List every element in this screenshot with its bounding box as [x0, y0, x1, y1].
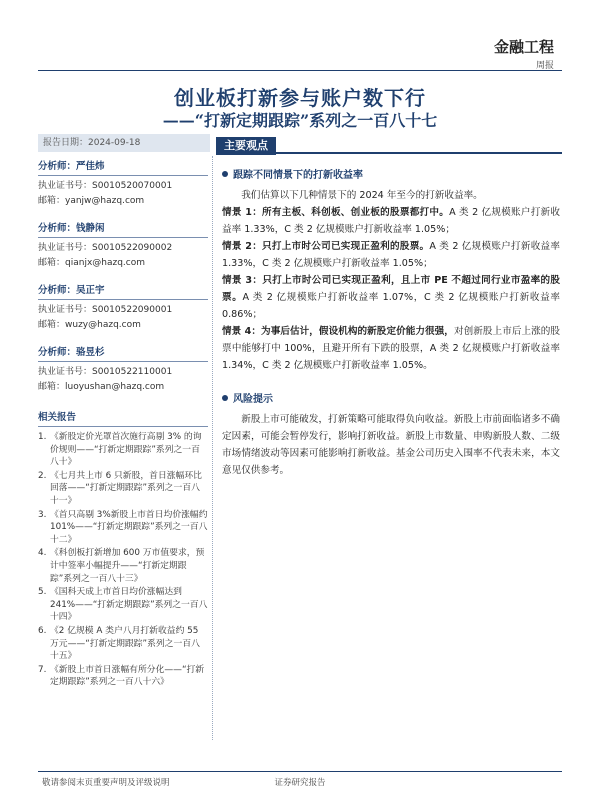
- section-intro: 我们估算以下几种情景下的 2024 年至今的打新收益率。: [241, 190, 483, 201]
- related-report-item[interactable]: 2. 《七月共上市 6 只新股，首日涨幅环比回落——“打新定期跟踪”系列之一百八十一》: [38, 470, 202, 506]
- section-bullet-icon: [222, 395, 228, 401]
- scenario-3: 情景 3：只打上市时公司已实现正盈利，且上市 PE 不超过同行业市盈率的股票。A 类 2 亿规模账户打新收益率 1.07%，C 类 2 亿规模账户打新收益率 0.86%；: [222, 275, 561, 320]
- analyst-cert: 执业证书号：S0010522090002: [38, 243, 173, 253]
- section-tracking-title: 跟踪不同情景下的打新收益率: [233, 170, 363, 181]
- analyst-name: 分析师：吴正宇: [38, 280, 208, 300]
- analyst-card: [38, 156, 208, 209]
- analyst-card: [38, 342, 208, 395]
- analyst-cert: 执业证书号：S0010522110001: [38, 367, 173, 377]
- analyst-name: 分析师：钱静闲: [38, 218, 208, 238]
- report-date: 报告日期：2024-09-18: [38, 134, 210, 152]
- footer-disclaimer: 敬请参阅末页重要声明及评级说明: [42, 778, 170, 788]
- analyst-email[interactable]: 邮箱：yanjw@hazq.com: [38, 196, 145, 206]
- main-content: [222, 166, 560, 479]
- section-bullet-icon: [222, 171, 228, 177]
- column-divider: [212, 156, 213, 740]
- analyst-card: [38, 280, 208, 333]
- analyst-name: 分析师：严佳炜: [38, 156, 208, 176]
- report-title: 创业板打新参与账户数下行: [174, 86, 426, 110]
- related-report-item[interactable]: 7. 《新股上市首日涨幅有所分化——“打新定期跟踪”系列之一百八十六》: [38, 664, 205, 688]
- scenario-2: 情景 2：只打上市时公司已实现正盈利的股票。A 类 2 亿规模账户打新收益率 1.33%，C 类 2 亿规模账户打新收益率 1.05%；: [222, 241, 560, 269]
- related-report-item[interactable]: 3. 《首只高剔 3%新股上市首日均价涨幅约 101%——“打新定期跟踪”系列之一百八十二》: [38, 509, 208, 545]
- document-type: 周报: [535, 61, 554, 71]
- analyst-name: 分析师：骆昱杉: [38, 342, 208, 362]
- related-report-item[interactable]: 1. 《新股定价光罩首次施行高剔 3% 的询价规则——“打新定期跟踪”系列之一百八十》: [38, 432, 202, 468]
- related-reports-title: 相关报告: [38, 409, 208, 427]
- footer-label: 证券研究报告: [274, 778, 326, 788]
- top-rule: [38, 70, 562, 71]
- main-points-header: [216, 134, 562, 154]
- analyst-card: [38, 218, 208, 271]
- brand-name: 金融工程: [493, 38, 554, 56]
- analyst-cert: 执业证书号：S0010522090001: [38, 305, 173, 315]
- analyst-cert: 执业证书号：S0010520070001: [38, 181, 173, 191]
- related-reports-list: [38, 431, 208, 689]
- scenario-4: 情景 4：为事后估计，假设机构的新股定价能力很强，对创新股上市后上涨的股票中能够打中 100%，且避开所有下跌的股票，A 类 2 亿规模账户打新收益率 1.34%，C 类 2 亿规模账户打新收益率 1.05%。: [222, 326, 561, 371]
- report-subtitle: ——“打新定期跟踪”系列之一百八十七: [162, 111, 438, 130]
- analyst-email[interactable]: 邮箱：wuzy@hazq.com: [38, 320, 141, 330]
- related-report-item[interactable]: 5. 《国科天成上市首日均价涨幅达到 241%——“打新定期跟踪”系列之一百八十四》: [38, 587, 208, 623]
- risk-text: 新股上市可能破发，打新策略可能取得负向收益。新股上市前面临诸多不确定因素，可能会暂停发行，影响打新收益。新股上市数量、申购新股人数、二级市场情绪波动等因素可能影响打新收益。基金公司历史入围率不代表未来，本文意见仅供参考。: [222, 414, 560, 476]
- main-points-title: 主要观点: [216, 137, 276, 155]
- section-tracking-header: [222, 166, 560, 181]
- section-risk-title: 风险提示: [233, 394, 273, 405]
- related-report-item[interactable]: 6. 《2 亿规模 A 类户八月打新收益约 55 万元——“打新定期跟踪”系列之一百八十五》: [38, 625, 200, 662]
- footer-rule: [38, 771, 562, 772]
- risk-section: [222, 390, 560, 479]
- analyst-email[interactable]: 邮箱：qianjx@hazq.com: [38, 258, 146, 268]
- related-report-item[interactable]: 4. 《科创板打新增加 600 万市值要求，预计中签率小幅提升——“打新定期跟踪”系列之一百八十三》: [38, 548, 205, 584]
- scenario-1: 情景 1：所有主板、科创板、创业板的股票都打中。A 类 2 亿规模账户打新收益率 1.33%，C 类 2 亿规模账户打新收益率 1.05%；: [222, 207, 560, 235]
- sidebar: [38, 156, 208, 690]
- section-risk-header: [222, 390, 560, 405]
- analyst-email[interactable]: 邮箱：luoyushan@hazq.com: [38, 382, 165, 392]
